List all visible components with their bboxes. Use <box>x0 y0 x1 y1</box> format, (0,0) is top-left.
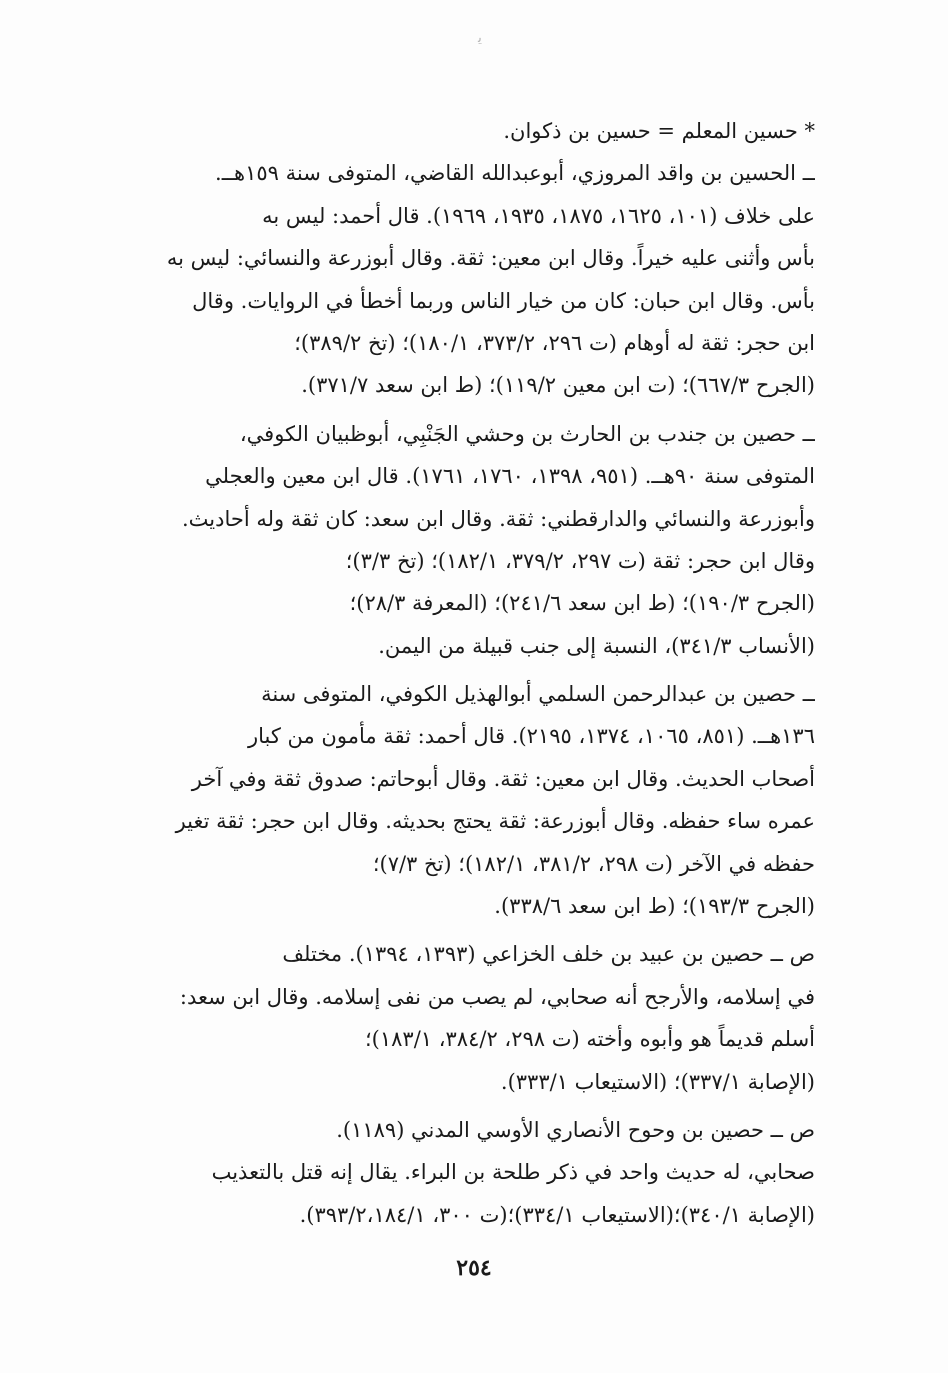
text-line: ــ حصين بن عبدالرحمن السلمي أبوالهذيل الكوفي، المتوفى سنة <box>261 682 815 707</box>
text-line: بأس. وقال ابن حبان: كان من خيار الناس وربما أخطأ في الروايات. وقال <box>192 288 815 313</box>
text-line: ص ــ حصين بن وحوح الأنصاري الأوسي المدني (١١٨٩). <box>336 1117 815 1142</box>
text-line: (الجرح ١٩٣/٣)؛ (ط ابن سعد ٣٣٨/٦). <box>494 894 815 919</box>
text-line: (الإصابة ٣٤٠/١)؛(الاستيعاب ٣٣٤/١)؛(ت ٣٠٠، ٣٩٣/٢،١٨٤/١). <box>299 1202 815 1227</box>
text-line: (الإصابة ٣٣٧/١)؛ (الاستيعاب ٣٣٣/١). <box>500 1069 815 1094</box>
entry-al-husayn-ibn-waqid <box>120 152 815 406</box>
text-line: ــ حصين بن جندب بن الحارث بن وحشي الجَنْبِي، أبوظبيان الكوفي، <box>239 421 815 446</box>
text-line: حفظه في الآخر (ت ٢٩٨، ٣٨١/٢، ١٨٢/١)؛ (تخ ٧/٣)؛ <box>372 851 815 876</box>
text-line: عمره ساء حفظه. وقال أبوزرعة: ثقة يحتج بحديثه. وقال ابن حجر: ثقة تغير <box>175 809 815 834</box>
entry-husayn-ibn-jundab <box>120 413 815 667</box>
text-line: ــ الحسين بن واقد المروزي، أبوعبدالله القاضي، المتوفى سنة ١٥٩هــ. <box>215 161 815 186</box>
text-line: ص ــ حصين بن عبيد بن خلف الخزاعي (١٣٩٣، ١٣٩٤). مختلف <box>282 942 815 967</box>
text-line: * حسين المعلم = حسين بن ذكوان. <box>503 119 815 143</box>
text-line: ١٣٦هــ. (٨٥١، ١٠٦٥، ١٣٧٤، ٢١٩٥). قال أحمد: ثقة مأمون من كبار <box>247 724 815 749</box>
text-line: صحابي، له حديث واحد في ذكر طلحة بن البراء. يقال إنه قتل بالتعذيب <box>211 1160 815 1185</box>
entry-husayn-ibn-abd-al-rahman <box>120 673 815 927</box>
text-body <box>120 110 815 1236</box>
text-line: على خلاف (١٠١، ١٦٢٥، ١٨٧٥، ١٩٣٥، ١٩٦٩). قال أحمد: ليس به <box>262 203 815 228</box>
text-line: (الجرح ٦٦٧/٣)؛ (ت ابن معين ١١٩/٢)؛ (ط ابن سعد ٣٧١/٧). <box>301 373 815 398</box>
text-line: وقال ابن حجر: ثقة (ت ٢٩٧، ٣٧٩/٢، ١٨٢/١)؛ (تخ ٣/٣)؛ <box>345 548 815 573</box>
entry-husayn-ibn-ubayd <box>120 933 815 1103</box>
entry-cross-reference <box>120 110 815 152</box>
text-line: المتوفى سنة ٩٠هــ. (٩٥١، ١٣٩٨، ١٧٦٠، ١٧٦١). قال ابن معين والعجلي <box>205 464 815 489</box>
page-top-mark: ﯾ <box>478 30 482 46</box>
text-line: ابن حجر: ثقة له أوهام (ت ٢٩٦، ٣٧٣/٢، ١٨٠/١)؛ (تخ ٣٨٩/٢)؛ <box>294 330 815 355</box>
text-line: في إسلامه، والأرجح أنه صحابي، لم يصب من نفى إسلامه. وقال ابن سعد: <box>179 984 815 1009</box>
text-line: أسلم قديماً هو وأبوه وأخته (ت ٢٩٨، ٣٨٤/٢، ١٨٣/١)؛ <box>365 1027 815 1052</box>
text-line: (الأنساب ٣٤١/٣)، النسبة إلى جنب قبيلة من اليمن. <box>378 633 815 658</box>
page-number: ٢٥٤ <box>456 1255 492 1281</box>
text-line: أصحاب الحديث. وقال ابن معين: ثقة. وقال أبوحاتم: صدوق ثقة وفي آخر <box>191 766 815 791</box>
text-line: وأبوزرعة والنسائي والدارقطني: ثقة. وقال ابن سعد: كان ثقة وله أحاديث. <box>181 506 815 531</box>
entry-husayn-ibn-wahwah <box>120 1109 815 1236</box>
text-line: (الجرح ١٩٠/٣)؛ (ط ابن سعد ٢٤١/٦)؛ (المعرفة ٢٨/٣)؛ <box>349 591 815 616</box>
text-line: بأس وأثنى عليه خيراً. وقال ابن معين: ثقة. وقال أبوزرعة والنسائي: ليس به <box>166 246 815 271</box>
